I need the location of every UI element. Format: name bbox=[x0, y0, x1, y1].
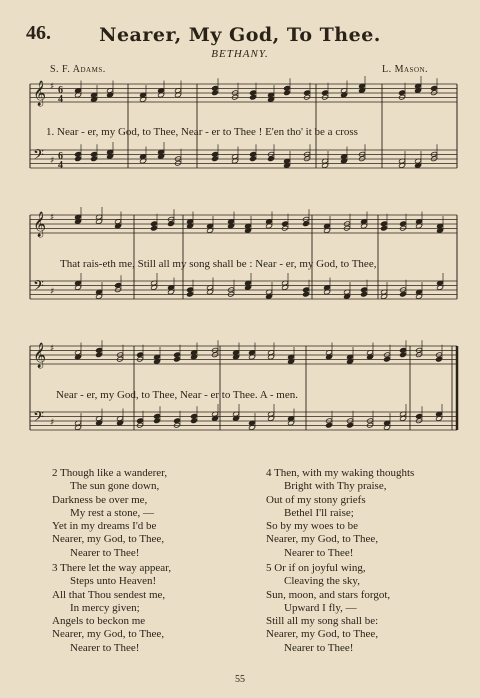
verse-line: My rest a stone, — bbox=[70, 506, 155, 519]
verse-line: Nearer to Thee! bbox=[284, 546, 354, 559]
verse-line: Yet in my dreams I'd be bbox=[52, 520, 157, 533]
verse-line: Nearer, my God, to Thee, bbox=[52, 533, 165, 546]
verse-line: Nearer, my God, to Thee, bbox=[52, 628, 165, 641]
verse-line: Angels to beckon me bbox=[52, 615, 146, 628]
note-head bbox=[74, 156, 81, 162]
note-head bbox=[399, 291, 406, 297]
music-composer: L. Mason. bbox=[382, 64, 429, 75]
sharp-icon: ♯ bbox=[50, 156, 55, 166]
note-head bbox=[95, 352, 102, 358]
note-head bbox=[211, 90, 218, 96]
verse-line: Darkness be over me, bbox=[52, 493, 148, 506]
note-head bbox=[249, 94, 256, 100]
note-head bbox=[302, 291, 309, 297]
sharp-icon: ♯ bbox=[50, 213, 55, 223]
time-signature: 4 bbox=[58, 94, 63, 105]
note-head bbox=[249, 156, 256, 162]
treble-clef-icon: 𝄞 bbox=[33, 343, 47, 368]
note-head bbox=[383, 356, 390, 362]
verse-line: Nearer to Thee! bbox=[70, 641, 140, 654]
verse-4 bbox=[266, 467, 414, 560]
tune-name: BETHANY. bbox=[211, 48, 269, 60]
verse-line: Sun, moon, and stars forgot, bbox=[266, 588, 391, 601]
verse-line: Out of my stony griefs bbox=[266, 493, 366, 506]
sharp-icon: ♯ bbox=[50, 82, 55, 92]
verse-line: Steps unto Heaven! bbox=[70, 575, 157, 588]
note-head bbox=[360, 291, 367, 297]
time-signature: 6 bbox=[58, 85, 63, 96]
bass-clef-icon: 𝄢 bbox=[33, 147, 44, 167]
verse-line: Nearer to Thee! bbox=[70, 546, 140, 559]
verse-5 bbox=[266, 562, 390, 655]
note-head bbox=[150, 225, 157, 231]
verse-line: In mercy given; bbox=[70, 601, 140, 614]
note-head bbox=[380, 225, 387, 231]
note-head bbox=[167, 221, 174, 227]
words-author: S. F. Adams. bbox=[50, 64, 106, 75]
verse-line: 3 There let the way appear, bbox=[52, 562, 172, 574]
verse-line: 2 Though like a wanderer, bbox=[52, 467, 168, 479]
treble-clef-icon: 𝄞 bbox=[33, 81, 47, 106]
note-head bbox=[267, 156, 274, 162]
lyrics-line-3: Near - er, my God, to Thee, Near - er to Thee. A - men. bbox=[56, 389, 298, 401]
note-head bbox=[173, 356, 180, 362]
verse-line: Nearer, my God, to Thee, bbox=[266, 628, 379, 641]
sharp-icon: ♯ bbox=[50, 344, 55, 354]
note-head bbox=[211, 156, 218, 162]
note-head bbox=[325, 422, 332, 428]
hymn-number: 46. bbox=[26, 22, 51, 44]
verse-line: Upward I fly, — bbox=[284, 601, 357, 614]
bass-clef-icon: 𝄢 bbox=[33, 278, 44, 298]
verse-line: 4 Then, with my waking thoughts bbox=[266, 467, 415, 479]
lyrics-line-2: That rais-eth me, Still all my song shall be : Near - er, my God, to Thee, bbox=[60, 258, 377, 270]
note-head bbox=[283, 90, 290, 96]
verse-line: Bright with Thy praise, bbox=[284, 480, 387, 493]
note-head bbox=[186, 291, 193, 297]
sharp-icon: ♯ bbox=[50, 418, 55, 428]
page-number: 55 bbox=[235, 674, 245, 685]
verse-line: All that Thou sendest me, bbox=[52, 588, 166, 601]
note-head bbox=[90, 156, 97, 162]
verse-3 bbox=[52, 562, 171, 655]
verse-line: So by my woes to be bbox=[266, 520, 358, 533]
note-head bbox=[399, 352, 406, 358]
lyrics-line-1: 1. Near - er, my God, to Thee, Near - er to Thee ! E'en tho' it be a cross bbox=[46, 126, 358, 138]
verse-line: Nearer to Thee! bbox=[284, 641, 354, 654]
verse-line: The sun gone down, bbox=[70, 480, 160, 493]
verse-line: Nearer, my God, to Thee, bbox=[266, 533, 379, 546]
verse-line: 5 Or if on joyful wing, bbox=[266, 562, 366, 574]
treble-clef-icon: 𝄞 bbox=[33, 212, 47, 237]
note-head bbox=[153, 418, 160, 424]
verse-line: Still all my song shall be: bbox=[266, 615, 379, 628]
time-signature: 4 bbox=[58, 160, 63, 171]
note-head bbox=[435, 356, 442, 362]
bass-clef-icon: 𝄢 bbox=[33, 409, 44, 429]
hymn-title: Nearer, My God, To Thee. bbox=[99, 24, 381, 46]
verse-2 bbox=[52, 467, 167, 560]
sharp-icon: ♯ bbox=[50, 287, 55, 297]
verse-line: Bethel I'll raise; bbox=[284, 506, 354, 519]
verse-line: Cleaving the sky, bbox=[284, 575, 360, 588]
note-head bbox=[302, 221, 309, 227]
note-head bbox=[346, 422, 353, 428]
note-head bbox=[190, 418, 197, 424]
time-signature: 6 bbox=[58, 151, 63, 162]
